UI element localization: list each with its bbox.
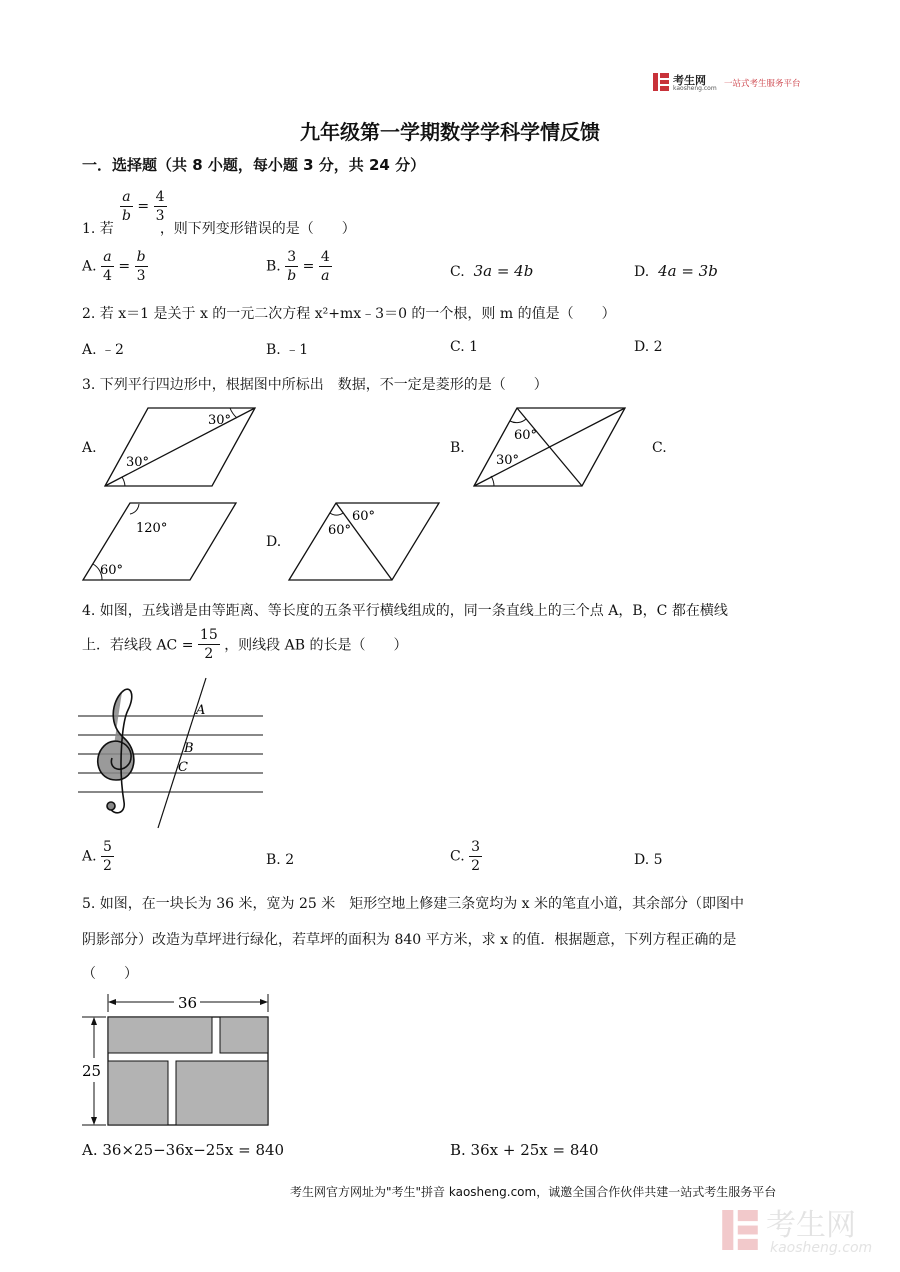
q3-label-c: C. (652, 440, 667, 456)
logo-icon (652, 72, 670, 92)
q3-label-b: B. (450, 440, 465, 456)
q5-stem-line1: 5. 如图，在一块长为 36 米，宽为 25 米 矩形空地上修建三条宽均为 x 米的笔直小道，其余部分（即图中 (82, 896, 745, 912)
q4-option-c: C. $\frac{3}{2}$ (450, 839, 481, 874)
q4-option-d: D. 5 (634, 852, 663, 868)
q3-figure-d (286, 500, 442, 584)
q4-stem-line2: 上．若线段 AC = $\frac{15}{2}$ ，则线段 AB 的长是（ ） (82, 627, 408, 662)
logo-domain: kaosheng.com (673, 85, 717, 92)
point-label-c: C (178, 760, 188, 775)
point-label-a: A (196, 703, 206, 718)
angle-label: 30° (496, 453, 520, 468)
angle-label: 60° (514, 428, 538, 443)
q4-staff-figure (78, 676, 268, 832)
dim-length-label: 36 (178, 994, 198, 1012)
q2-stem: 2. 若 x＝1 是关于 x 的一元二次方程 x²+mx﹣3＝0 的一个根，则 m 的值是（ ） (82, 306, 616, 322)
angle-label: 60° (352, 509, 376, 524)
point-label-b: B (184, 741, 194, 756)
q2-option-b: B. ﹣1 (266, 342, 309, 358)
logo-name: 考生网 (673, 74, 706, 87)
q1-condition-fraction: $\frac{a}{b}$ = $\frac{4}{3}$ (122, 189, 165, 224)
angle-label: 30° (208, 413, 232, 428)
q4-stem-line1: 4. 如图，五线谱是由等距离、等长度的五条平行横线组成的，同一条直线上的三个点 A，B，C 都在横线 (82, 603, 728, 619)
q1-option-c: C. 3a = 4b (450, 262, 534, 280)
q2-option-c: C. 1 (450, 339, 479, 355)
q5-option-b: B. 36x + 25x = 840 (450, 1141, 599, 1159)
q4-option-a: A. $\frac{5}{2}$ (82, 839, 112, 874)
q3-stem: 3. 下列平行四边形中，根据图中所标出 数据，不一定是菱形的是（ ） (82, 377, 548, 393)
q3-figure-b (470, 404, 630, 488)
page-title: 九年级第一学期数学学科学情反馈 (300, 120, 600, 144)
section-heading: 一．选择题（共 8 小题，每小题 3 分，共 24 分） (82, 156, 426, 174)
angle-label: 60° (100, 563, 124, 578)
q5-option-a: A. 36×25−36x−25x = 840 (82, 1141, 285, 1159)
q5-field-figure (78, 990, 278, 1130)
treble-clef-icon (98, 689, 134, 813)
q2-option-a: A. ﹣2 (82, 342, 124, 358)
watermark-logo-icon (720, 1204, 760, 1256)
q3-label-d: D. (266, 534, 282, 550)
q1-option-a: A. $\frac{a}{4}$ = $\frac{b}{3}$ (82, 249, 146, 284)
q2-option-d: D. 2 (634, 339, 663, 355)
q5-stem-line2: 阴影部分）改造为草坪进行绿化，若草坪的面积为 840 平方米，求 x 的值．根据题意，下列方程正确的是 (82, 932, 737, 948)
q3-label-a: A. (82, 440, 97, 456)
q4-option-b: B. 2 (266, 852, 295, 868)
dim-width-label: 25 (82, 1062, 102, 1080)
watermark-name: 考生网 (766, 1208, 856, 1243)
q3-figure-c (80, 500, 240, 584)
angle-label: 30° (126, 455, 150, 470)
q1-option-b: B. $\frac{3}{b}$ = $\frac{4}{a}$ (266, 249, 330, 284)
watermark-domain: kaosheng.com (770, 1240, 873, 1256)
angle-label: 60° (328, 523, 352, 538)
header-logo (652, 72, 822, 94)
angle-label: 120° (136, 521, 168, 536)
q5-stem-line3: （ ） (82, 966, 138, 982)
q1-option-d: D. 4a = 3b (634, 262, 718, 280)
watermark (720, 1200, 890, 1260)
logo-slogan: 一站式考生服务平台 (724, 79, 801, 89)
q3-figure-a (100, 404, 260, 488)
footer-text: 考生网官方网址为"考生"拼音 kaosheng.com，诚邀全国合作伙伴共建一站式考生服务平台 (290, 1185, 777, 1199)
q1-stem: 1. 若 ，则下列变形错误的是（ ） (82, 221, 356, 237)
